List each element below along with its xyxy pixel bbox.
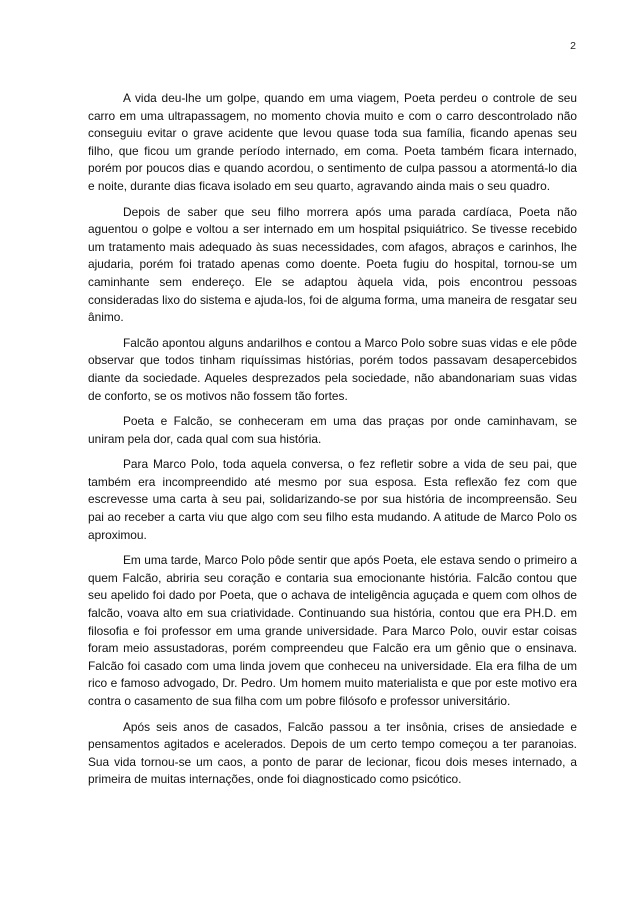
paragraph: Falcão apontou alguns andarilhos e contou a Marco Polo sobre suas vidas e ele pôde observar que todos tinham riquíssimas histórias, porém todos passavam desapercebidos diante da sociedade. Aqueles desprezados pela sociedade, não abandonariam suas vidas de conforto, se os motivos não fossem tão fortes.: [88, 335, 577, 403]
page-number: 2: [570, 40, 576, 52]
document-body: [88, 90, 577, 797]
paragraph: Depois de saber que seu filho morrera após uma parada cardíaca, Poeta não aguentou o golpe e voltou a ser internado em um hospital psiquiátrico. Se tivesse recebido um tratamento mais adequado às suas necessidades, com afagos, abraços e carinhos, lhe ajudaria, porém foi tratado apenas como doente. Poeta fugiu do hospital, tornou-se um caminhante sem endereço. Ele se adaptou àquela vida, pois encontrou pessoas consideradas lixo do sistema e ajuda-los, foi de alguma forma, uma maneira de resgatar seu ânimo.: [88, 204, 577, 325]
paragraph: Após seis anos de casados, Falcão passou a ter insônia, crises de ansiedade e pensamentos agitados e acelerados. Depois de um certo tempo começou a ter paranoias. Sua vida tornou-se um caos, a ponto de parar de lecionar, ficou dois meses internado, a primeira de muitas internações, onde foi diagnosticado como psicótico.: [88, 719, 577, 787]
paragraph: Em uma tarde, Marco Polo pôde sentir que após Poeta, ele estava sendo o primeiro a quem Falcão, abriria seu coração e contaria sua emocionante história. Falcão contou que seu apelido foi dado por Poeta, que o achava de inteligência aguçada e quem com olhos de falcão, voava alto em sua criatividade. Continuando sua história, contou que era PH.D. em filosofia e foi professor em uma grande universidade. Para Marco Polo, ouvir estar coisas foram meio assustadoras, porém compreendeu que Falcão era um gênio que o ensinava. Falcão foi casado com uma linda jovem que conheceu na universidade. Ela era filha de um rico e famoso advogado, Dr. Pedro. Um homem muito materialista e que por este motivo era contra o casamento de sua filha com um pobre filósofo e professor universitário.: [88, 553, 577, 708]
paragraph: A vida deu-lhe um golpe, quando em uma viagem, Poeta perdeu o controle de seu carro em uma ultrapassagem, no momento chovia muito e com o carro descontrolado não conseguiu evitar o grave acidente que levou quase toda sua família, ficando apenas seu filho, que ficou um grande período internado, em coma. Poeta também ficara internado, porém por poucos dias e quando acordou, o sentimento de culpa passou a atormentá-lo dia e noite, durante dias ficava isolado em seu quarto, agravando ainda mais o seu quadro.: [88, 91, 577, 193]
paragraph: Poeta e Falcão, se conheceram em uma das praças por onde caminhavam, se uniram pela dor, cada qual com sua história.: [88, 414, 577, 446]
paragraph: Para Marco Polo, toda aquela conversa, o fez refletir sobre a vida de seu pai, que também era incompreendido até mesmo por sua esposa. Esta reflexão fez com que escrevesse uma carta à seu pai, solidarizando-se por sua história de incompreensão. Seu pai ao receber a carta viu que algo com seu filho esta mudando. A atitude de Marco Polo os aproximou.: [88, 457, 577, 542]
